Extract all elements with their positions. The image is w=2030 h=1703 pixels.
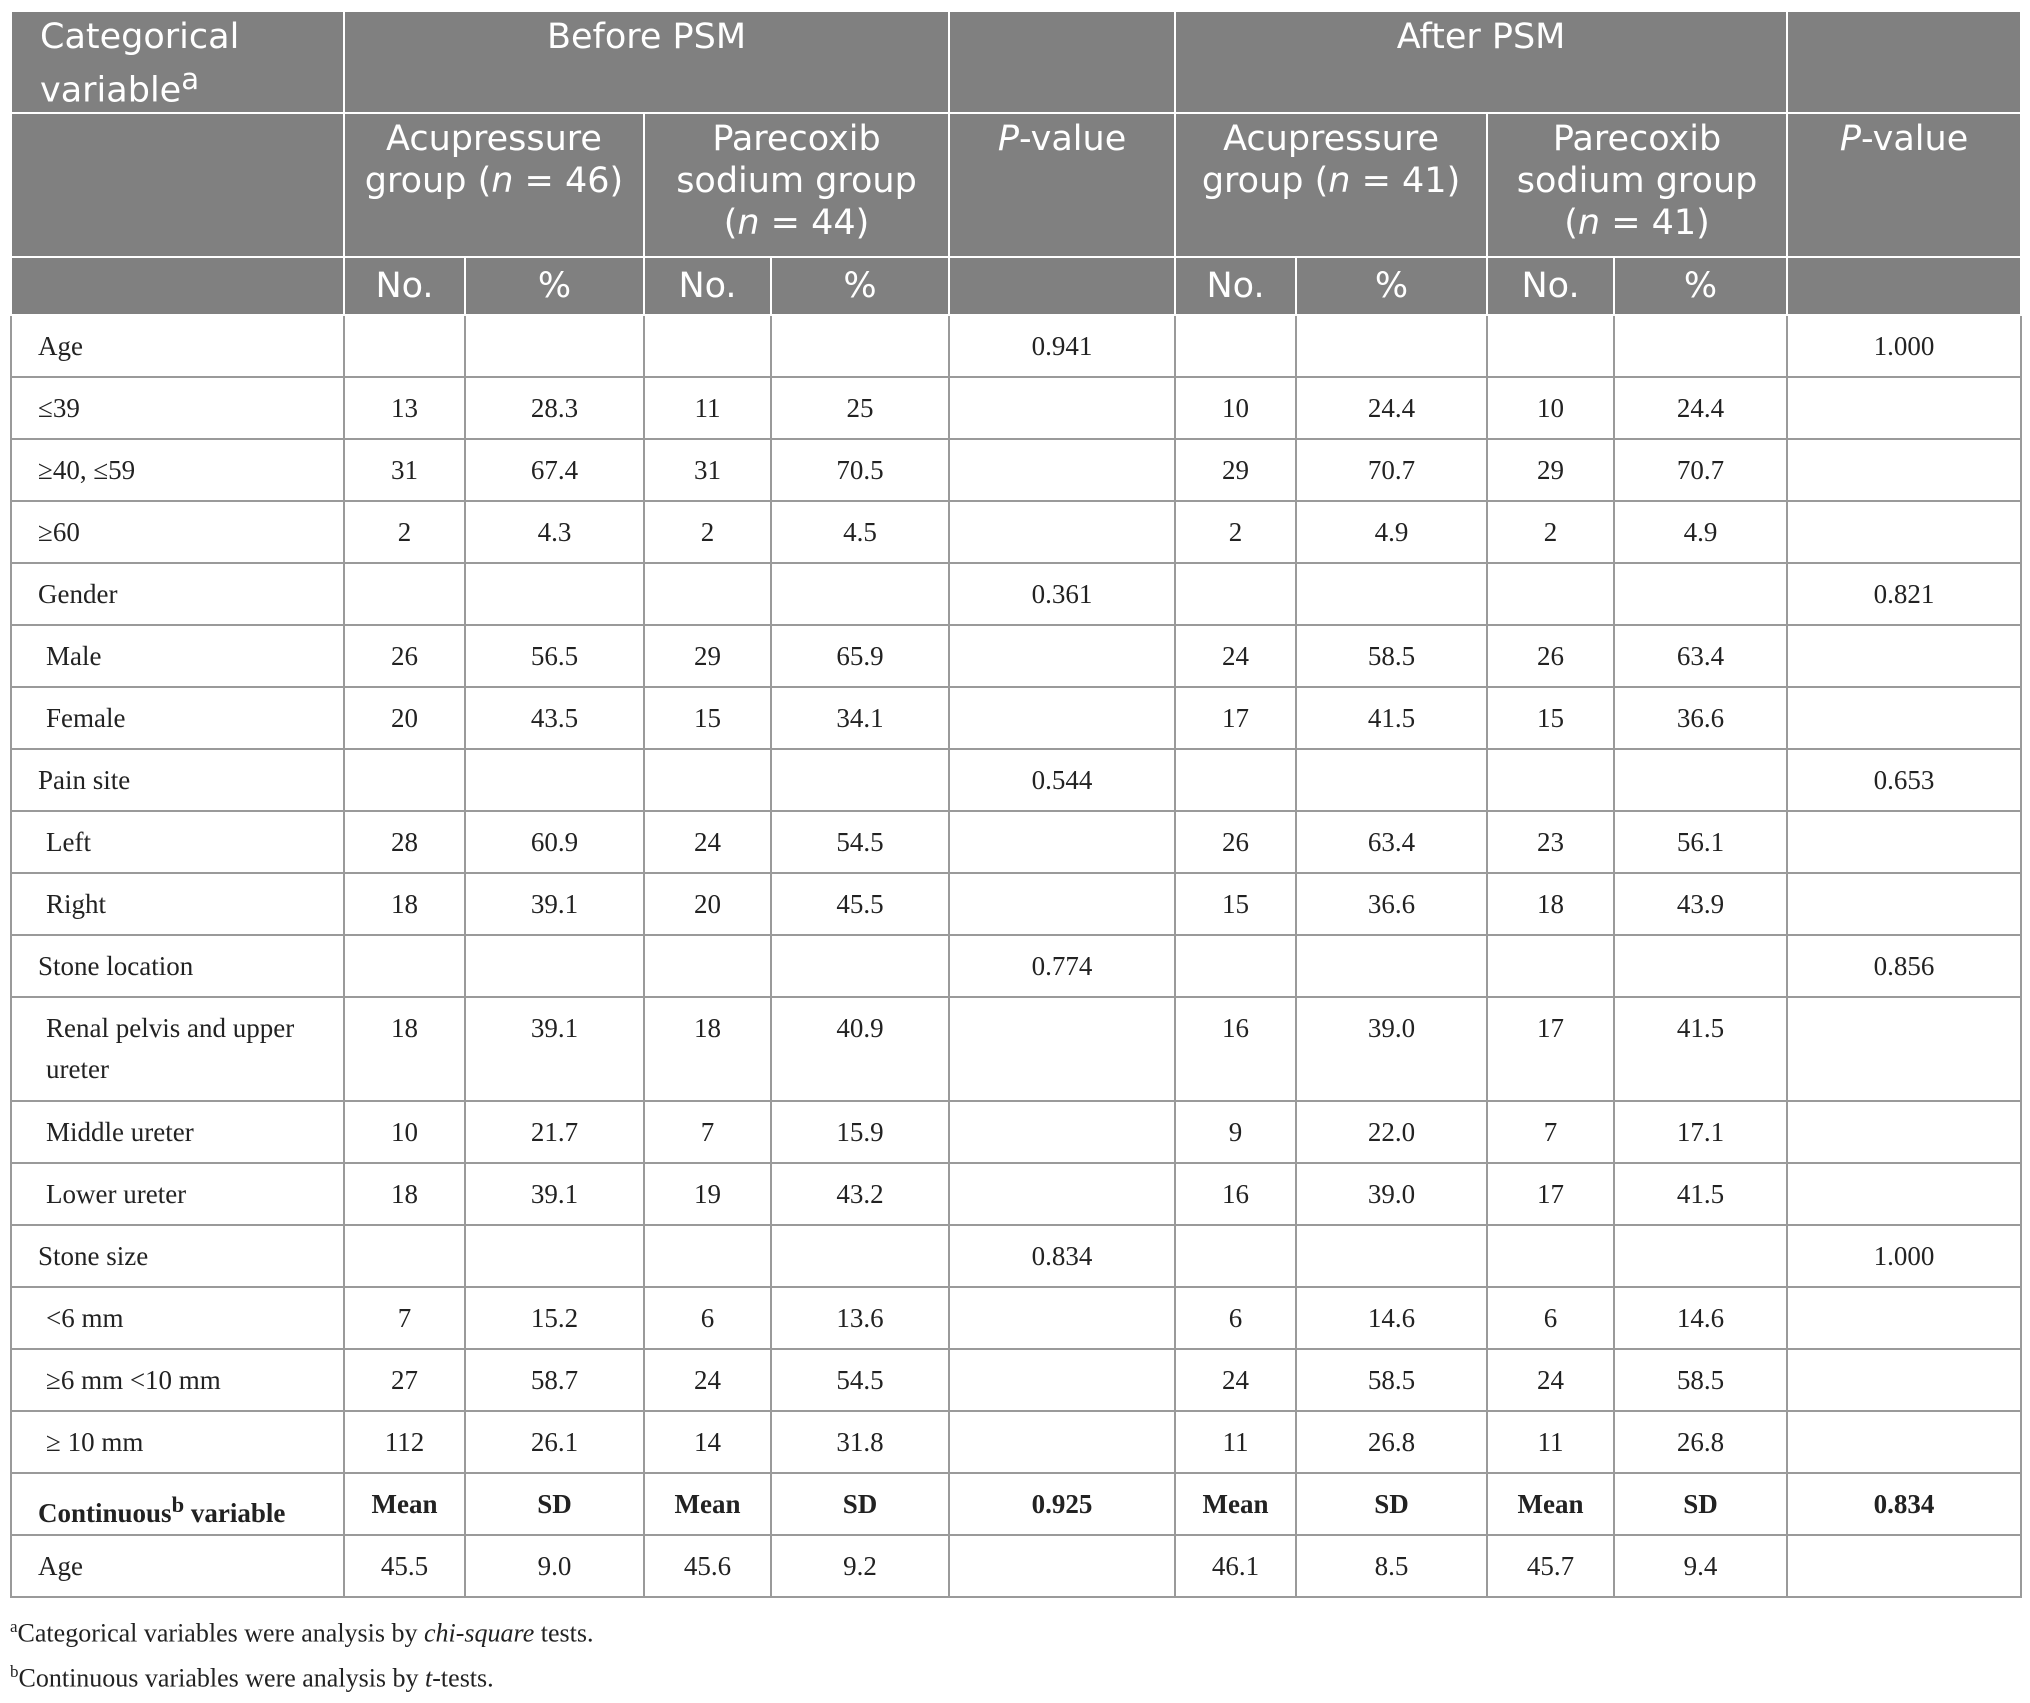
table-cell — [1614, 935, 1787, 997]
table-cell — [1175, 563, 1296, 625]
table-cell: 24 — [644, 811, 771, 873]
table-row — [11, 1287, 2021, 1349]
table-cell — [1487, 563, 1614, 625]
table-cell — [949, 501, 1175, 563]
table-cell: 18 — [344, 873, 465, 935]
row-label: Stone size — [11, 1225, 344, 1287]
table-cell: 1.000 — [1787, 1225, 2021, 1287]
table-cell — [949, 687, 1175, 749]
table-cell: 7 — [1487, 1101, 1614, 1163]
table-cell — [1787, 1163, 2021, 1225]
table-cell — [344, 1225, 465, 1287]
table-cell — [949, 1349, 1175, 1411]
table-cell: 63.4 — [1296, 811, 1487, 873]
row-label: ≥60 — [11, 501, 344, 563]
table-cell: 39.1 — [465, 873, 644, 935]
table-cell: 26.8 — [1296, 1411, 1487, 1473]
table-cell: 39.0 — [1296, 997, 1487, 1101]
table-cell: 6 — [644, 1287, 771, 1349]
table-cell: 7 — [344, 1287, 465, 1349]
table-cell: 58.5 — [1296, 1349, 1487, 1411]
header-spacer — [1787, 257, 2021, 315]
table-cell: 112 — [344, 1411, 465, 1473]
table-cell: 16 — [1175, 1163, 1296, 1225]
table-cell: 9.4 — [1614, 1535, 1787, 1597]
table-cell: 0.925 — [949, 1473, 1175, 1535]
table-cell: 25 — [771, 377, 949, 439]
table-cell — [644, 563, 771, 625]
row-label: Left — [11, 811, 344, 873]
table-cell — [1296, 1225, 1487, 1287]
table-cell — [1787, 1411, 2021, 1473]
table-cell: 70.7 — [1614, 439, 1787, 501]
table-cell — [949, 1101, 1175, 1163]
row-label: Pain site — [11, 749, 344, 811]
table-cell: SD — [771, 1473, 949, 1535]
table-row — [11, 1535, 2021, 1597]
table-cell: 54.5 — [771, 1349, 949, 1411]
table-cell: 41.5 — [1614, 1163, 1787, 1225]
table-cell: 41.5 — [1296, 687, 1487, 749]
table-cell — [465, 315, 644, 377]
row-label: Stone location — [11, 935, 344, 997]
table-cell: 40.9 — [771, 997, 949, 1101]
row-label: Lower ureter — [11, 1163, 344, 1225]
table-cell: 65.9 — [771, 625, 949, 687]
table-cell: 9 — [1175, 1101, 1296, 1163]
table-cell: 6 — [1487, 1287, 1614, 1349]
table-cell — [1296, 749, 1487, 811]
table-cell: 58.7 — [465, 1349, 644, 1411]
row-label: ≥6 mm <10 mm — [11, 1349, 344, 1411]
table-cell — [949, 1535, 1175, 1597]
baseline-characteristics-table — [10, 10, 2022, 1598]
table-cell: 26 — [1175, 811, 1296, 873]
table-cell: Mean — [344, 1473, 465, 1535]
table-header — [11, 11, 2021, 315]
table-cell — [1787, 1287, 2021, 1349]
no-header: No. — [1487, 257, 1614, 315]
table-cell — [949, 1411, 1175, 1473]
table-cell: 28 — [344, 811, 465, 873]
table-cell: 17 — [1175, 687, 1296, 749]
table-cell: 10 — [1175, 377, 1296, 439]
table-row — [11, 811, 2021, 873]
table-cell — [1614, 315, 1787, 377]
table-cell: 11 — [644, 377, 771, 439]
table-cell: 21.7 — [465, 1101, 644, 1163]
table-cell: 4.9 — [1614, 501, 1787, 563]
table-cell: 36.6 — [1296, 873, 1487, 935]
table-cell: 4.3 — [465, 501, 644, 563]
table-cell: 17 — [1487, 997, 1614, 1101]
table-cell — [1787, 873, 2021, 935]
table-cell — [465, 563, 644, 625]
table-cell — [1487, 749, 1614, 811]
row-label: ≥40, ≤59 — [11, 439, 344, 501]
table-cell — [1787, 439, 2021, 501]
table-cell: 14 — [644, 1411, 771, 1473]
row-label: ≤39 — [11, 377, 344, 439]
row-label: Gender — [11, 563, 344, 625]
table-cell — [465, 749, 644, 811]
table-cell: 23 — [1487, 811, 1614, 873]
no-header: No. — [1175, 257, 1296, 315]
table-cell — [949, 1163, 1175, 1225]
table-cell: 22.0 — [1296, 1101, 1487, 1163]
table-cell: 67.4 — [465, 439, 644, 501]
table-cell: 18 — [644, 997, 771, 1101]
table-cell — [771, 749, 949, 811]
before-psm-header: Before PSM — [344, 11, 949, 113]
after-psm-header: After PSM — [1175, 11, 1787, 113]
table-cell: 46.1 — [1175, 1535, 1296, 1597]
row-label: Age — [11, 1535, 344, 1597]
table-cell: 15 — [1487, 687, 1614, 749]
table-cell — [949, 811, 1175, 873]
table-cell: 58.5 — [1296, 625, 1487, 687]
table-cell — [771, 1225, 949, 1287]
table-cell — [644, 1225, 771, 1287]
table-cell: 0.774 — [949, 935, 1175, 997]
percent-header: % — [465, 257, 644, 315]
table-cell: 14.6 — [1296, 1287, 1487, 1349]
table-cell: 0.834 — [949, 1225, 1175, 1287]
table-row — [11, 873, 2021, 935]
table-cell: SD — [1614, 1473, 1787, 1535]
table-cell: 45.5 — [344, 1535, 465, 1597]
table-cell: 41.5 — [1614, 997, 1787, 1101]
row-label: Middle ureter — [11, 1101, 344, 1163]
table-cell — [344, 935, 465, 997]
table-cell — [1296, 935, 1487, 997]
table-row — [11, 1163, 2021, 1225]
table-cell — [949, 1287, 1175, 1349]
table-cell: 14.6 — [1614, 1287, 1787, 1349]
table-cell: 18 — [344, 997, 465, 1101]
table-cell — [771, 563, 949, 625]
table-cell: 29 — [1487, 439, 1614, 501]
table-cell: 16 — [1175, 997, 1296, 1101]
table-cell — [1487, 1225, 1614, 1287]
table-cell: 39.1 — [465, 1163, 644, 1225]
table-cell: 20 — [344, 687, 465, 749]
table-cell: 0.856 — [1787, 935, 2021, 997]
table-cell: 28.3 — [465, 377, 644, 439]
header-spacer — [11, 257, 344, 315]
table-cell: 31 — [644, 439, 771, 501]
row-label: Right — [11, 873, 344, 935]
table-row — [11, 1473, 2021, 1535]
table-cell — [1787, 1535, 2021, 1597]
row-label: <6 mm — [11, 1287, 344, 1349]
table-cell: 4.5 — [771, 501, 949, 563]
footnote-a: $^a$Categorical variables were analysis by chi-square tests. — [10, 1617, 594, 1648]
table-cell — [465, 1225, 644, 1287]
table-cell: 7 — [644, 1101, 771, 1163]
table-row — [11, 749, 2021, 811]
header-spacer — [949, 11, 1175, 113]
table-cell: 56.5 — [465, 625, 644, 687]
footnote-b: $^b$Continuous variables were analysis by t-tests. — [10, 1661, 494, 1693]
table-cell: 0.834 — [1787, 1473, 2021, 1535]
table-row — [11, 563, 2021, 625]
table-cell: 9.2 — [771, 1535, 949, 1597]
row-label: Female — [11, 687, 344, 749]
table-cell — [344, 563, 465, 625]
table-row — [11, 377, 2021, 439]
table-cell: 29 — [644, 625, 771, 687]
row-label: Renal pelvis and upper ureter — [11, 997, 344, 1101]
table-cell — [1787, 997, 2021, 1101]
table-cell: Mean — [1175, 1473, 1296, 1535]
table-cell: 43.5 — [465, 687, 644, 749]
table-cell: 0.653 — [1787, 749, 2021, 811]
table-cell: 20 — [644, 873, 771, 935]
table-cell: 26.1 — [465, 1411, 644, 1473]
table-cell: 6 — [1175, 1287, 1296, 1349]
table-cell — [1787, 625, 2021, 687]
after-acupressure-group-header: Acupressure group (n = 41) — [1175, 113, 1487, 257]
table-cell: 13 — [344, 377, 465, 439]
footnotes — [10, 1608, 2020, 1697]
table-cell — [1175, 935, 1296, 997]
table-body — [11, 315, 2021, 1597]
table-cell: 24 — [1175, 625, 1296, 687]
percent-header: % — [1614, 257, 1787, 315]
table-cell — [949, 377, 1175, 439]
table-cell — [1787, 811, 2021, 873]
table-cell: 24.4 — [1614, 377, 1787, 439]
table-cell — [1787, 501, 2021, 563]
table-cell: 15.9 — [771, 1101, 949, 1163]
table-cell: 2 — [1175, 501, 1296, 563]
table-cell: 34.1 — [771, 687, 949, 749]
table-cell: 15 — [1175, 873, 1296, 935]
table-cell — [344, 749, 465, 811]
results-table-container — [10, 10, 2020, 1697]
table-cell — [1787, 1101, 2021, 1163]
table-cell: 13.6 — [771, 1287, 949, 1349]
table-cell: 54.5 — [771, 811, 949, 873]
header-spacer — [1787, 11, 2021, 113]
table-cell — [1614, 1225, 1787, 1287]
before-p-value-header: P-value — [949, 113, 1175, 257]
table-cell — [465, 935, 644, 997]
table-cell: 2 — [344, 501, 465, 563]
table-row — [11, 687, 2021, 749]
table-cell: 58.5 — [1614, 1349, 1787, 1411]
before-acupressure-group-header: Acupressure group (n = 46) — [344, 113, 644, 257]
table-cell — [1787, 377, 2021, 439]
table-cell: 29 — [1175, 439, 1296, 501]
table-cell — [1787, 687, 2021, 749]
table-cell — [949, 625, 1175, 687]
table-row — [11, 1225, 2021, 1287]
percent-header: % — [771, 257, 949, 315]
no-header: No. — [644, 257, 771, 315]
table-cell — [644, 935, 771, 997]
table-cell — [1175, 315, 1296, 377]
table-cell — [1296, 563, 1487, 625]
table-cell: 31.8 — [771, 1411, 949, 1473]
table-cell: 9.0 — [465, 1535, 644, 1597]
table-cell — [1175, 749, 1296, 811]
table-cell: 15 — [644, 687, 771, 749]
row-label: Age — [11, 315, 344, 377]
table-cell: 24 — [1487, 1349, 1614, 1411]
table-row — [11, 1101, 2021, 1163]
row-label: ≥ 10 mm — [11, 1411, 344, 1473]
table-cell — [949, 873, 1175, 935]
table-cell: 2 — [644, 501, 771, 563]
table-cell: 36.6 — [1614, 687, 1787, 749]
table-cell: 10 — [1487, 377, 1614, 439]
table-cell — [1296, 315, 1487, 377]
header-spacer — [11, 113, 344, 257]
table-cell — [1614, 749, 1787, 811]
table-cell: 24 — [1175, 1349, 1296, 1411]
table-cell: 24.4 — [1296, 377, 1487, 439]
table-row — [11, 997, 2021, 1101]
table-cell: SD — [465, 1473, 644, 1535]
table-cell: SD — [1296, 1473, 1487, 1535]
row-label: Male — [11, 625, 344, 687]
table-cell: 1.000 — [1787, 315, 2021, 377]
table-cell: Mean — [1487, 1473, 1614, 1535]
table-cell: 15.2 — [465, 1287, 644, 1349]
percent-header: % — [1296, 257, 1487, 315]
table-cell: 8.5 — [1296, 1535, 1487, 1597]
table-row — [11, 439, 2021, 501]
table-cell: 17 — [1487, 1163, 1614, 1225]
table-cell — [344, 315, 465, 377]
table-cell: 26 — [344, 625, 465, 687]
table-cell — [1487, 935, 1614, 997]
after-p-value-header: P-value — [1787, 113, 2021, 257]
table-cell: 45.7 — [1487, 1535, 1614, 1597]
table-cell: 0.544 — [949, 749, 1175, 811]
table-cell: 39.1 — [465, 997, 644, 1101]
table-cell — [771, 315, 949, 377]
table-cell: 18 — [344, 1163, 465, 1225]
table-cell: 11 — [1487, 1411, 1614, 1473]
table-cell: 70.5 — [771, 439, 949, 501]
table-cell — [1787, 1349, 2021, 1411]
table-cell: Mean — [644, 1473, 771, 1535]
table-cell: 24 — [644, 1349, 771, 1411]
before-parecoxib-group-header: Parecoxib sodium group (n = 44) — [644, 113, 949, 257]
table-row — [11, 1411, 2021, 1473]
table-cell — [949, 997, 1175, 1101]
table-cell — [644, 749, 771, 811]
header-spacer — [949, 257, 1175, 315]
table-cell: 43.2 — [771, 1163, 949, 1225]
table-cell: 27 — [344, 1349, 465, 1411]
table-cell: 2 — [1487, 501, 1614, 563]
table-cell: 39.0 — [1296, 1163, 1487, 1225]
table-row — [11, 315, 2021, 377]
table-cell: 0.361 — [949, 563, 1175, 625]
table-cell: 17.1 — [1614, 1101, 1787, 1163]
row-label: Continuous$^b$ variable — [11, 1473, 344, 1535]
table-cell — [949, 439, 1175, 501]
table-cell — [771, 935, 949, 997]
table-cell: 0.941 — [949, 315, 1175, 377]
table-cell: 31 — [344, 439, 465, 501]
table-cell: 26.8 — [1614, 1411, 1787, 1473]
table-cell: 18 — [1487, 873, 1614, 935]
table-row — [11, 501, 2021, 563]
table-cell: 10 — [344, 1101, 465, 1163]
table-cell: 26 — [1487, 625, 1614, 687]
no-header: No. — [344, 257, 465, 315]
table-cell: 43.9 — [1614, 873, 1787, 935]
table-cell: 56.1 — [1614, 811, 1787, 873]
table-cell — [1614, 563, 1787, 625]
table-row — [11, 935, 2021, 997]
table-cell: 4.9 — [1296, 501, 1487, 563]
table-cell — [1175, 1225, 1296, 1287]
table-cell: 70.7 — [1296, 439, 1487, 501]
after-parecoxib-group-header: Parecoxib sodium group (n = 41) — [1487, 113, 1787, 257]
categorical-variable-header: Categorical variable$^a$ — [11, 11, 344, 113]
table-cell — [1487, 315, 1614, 377]
table-row — [11, 625, 2021, 687]
table-cell: 45.5 — [771, 873, 949, 935]
table-cell: 60.9 — [465, 811, 644, 873]
table-cell: 0.821 — [1787, 563, 2021, 625]
table-cell: 19 — [644, 1163, 771, 1225]
table-cell: 63.4 — [1614, 625, 1787, 687]
table-cell: 45.6 — [644, 1535, 771, 1597]
table-cell — [644, 315, 771, 377]
table-cell: 11 — [1175, 1411, 1296, 1473]
table-row — [11, 1349, 2021, 1411]
